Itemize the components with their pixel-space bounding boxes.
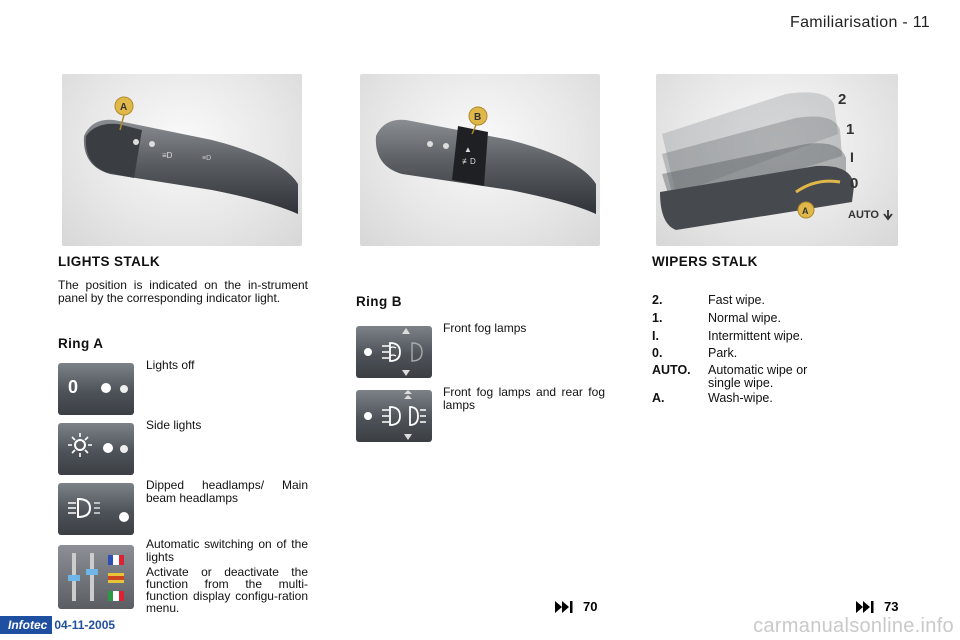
fog-ring-photo <box>360 74 600 246</box>
svg-text:0: 0 <box>68 377 79 397</box>
wiper-pos-1: 1 <box>846 121 855 138</box>
watermark: carmanualsonline.info <box>753 615 954 637</box>
lights-stalk-intro: The position is indicated on the in-strument panel by the corresponding indicator light. <box>58 278 308 305</box>
wiper-desc: Normal wipe. <box>708 311 781 325</box>
wiper-key: 2. <box>652 293 663 307</box>
wipers-callout-a: A <box>802 206 809 216</box>
front-fog-icon <box>356 326 432 378</box>
wiper-key: I. <box>652 329 659 343</box>
wiper-pos-i: I <box>850 149 854 165</box>
ring-a-item-1: Lights off <box>146 358 195 372</box>
wiper-pos-0: 0 <box>850 175 859 192</box>
svg-text:▲: ▲ <box>464 145 472 154</box>
ring-b-title: Ring B <box>356 294 402 309</box>
ring-a-item-4-note: Activate or deactivate the function from the multi-function display configu-ration menu. <box>146 565 308 615</box>
svg-text:≢D: ≢D <box>462 157 476 166</box>
lights-off-icon <box>58 363 134 415</box>
footer <box>0 616 115 634</box>
ring-a-title: Ring A <box>58 336 104 351</box>
front-rear-fog-icon <box>356 390 432 442</box>
wiper-row-normal <box>652 312 852 325</box>
wiper-row-park <box>652 347 852 360</box>
section-title: Familiarisation <box>790 14 898 31</box>
ring-a-item-3: Dipped headlamps/ Main beam headlamps <box>146 478 308 505</box>
wiper-row-intermittent <box>652 330 852 343</box>
print-date: 04-11-2005 <box>54 618 116 632</box>
wiper-desc: Automatic wipe or single wipe. <box>708 363 808 390</box>
wiper-desc: Wash-wipe. <box>708 391 773 405</box>
fog-ring-illustration <box>360 74 600 246</box>
wiper-key: AUTO. <box>652 363 691 377</box>
wipers-stalk-illustration <box>656 74 898 246</box>
ring-b-item-2: Front fog lamps and rear fog lamps <box>443 385 605 412</box>
auto-lights-icon <box>58 545 134 609</box>
wipers-stalk-title: WIPERS STALK <box>652 254 758 269</box>
wiper-row-fast <box>652 294 852 307</box>
lights-stalk-photo <box>62 74 302 246</box>
ref-page-number: 73 <box>884 599 899 614</box>
ref-page-number: 70 <box>583 599 598 614</box>
lights-stalk-illustration <box>62 74 302 246</box>
wiper-desc: Park. <box>708 346 738 360</box>
svg-text:≡D: ≡D <box>162 151 173 160</box>
svg-text:≡D: ≡D <box>202 155 212 162</box>
ref-page-70[interactable] <box>555 599 597 614</box>
ring-a-item-2: Side lights <box>146 418 202 432</box>
brand-logo: Infotec <box>0 616 52 634</box>
page-number: 11 <box>912 14 930 31</box>
wiper-desc: Intermittent wipe. <box>708 329 804 343</box>
wiper-desc: Fast wipe. <box>708 293 765 307</box>
wipers-stalk-photo <box>656 74 898 246</box>
wiper-pos-2: 2 <box>838 91 847 108</box>
headlamps-icon <box>58 483 134 535</box>
ring-a-item-4: Automatic switching on of the lights <box>146 537 308 564</box>
wiper-row-wash <box>652 392 852 405</box>
callout-a: A <box>120 102 128 113</box>
skip-forward-icon <box>856 601 878 613</box>
wiper-key: 0. <box>652 346 663 360</box>
lights-stalk-title: LIGHTS STALK <box>58 254 161 269</box>
wiper-key: 1. <box>652 311 663 325</box>
ref-page-73[interactable] <box>856 599 898 614</box>
wiper-row-auto <box>652 364 842 390</box>
skip-forward-icon <box>555 601 577 613</box>
ring-b-item-1: Front fog lamps <box>443 321 527 335</box>
page-header: Familiarisation - 11 <box>790 14 930 31</box>
callout-b: B <box>474 112 482 123</box>
wiper-pos-auto: AUTO <box>848 209 879 221</box>
wiper-key: A. <box>652 391 665 405</box>
side-lights-icon <box>58 423 134 475</box>
